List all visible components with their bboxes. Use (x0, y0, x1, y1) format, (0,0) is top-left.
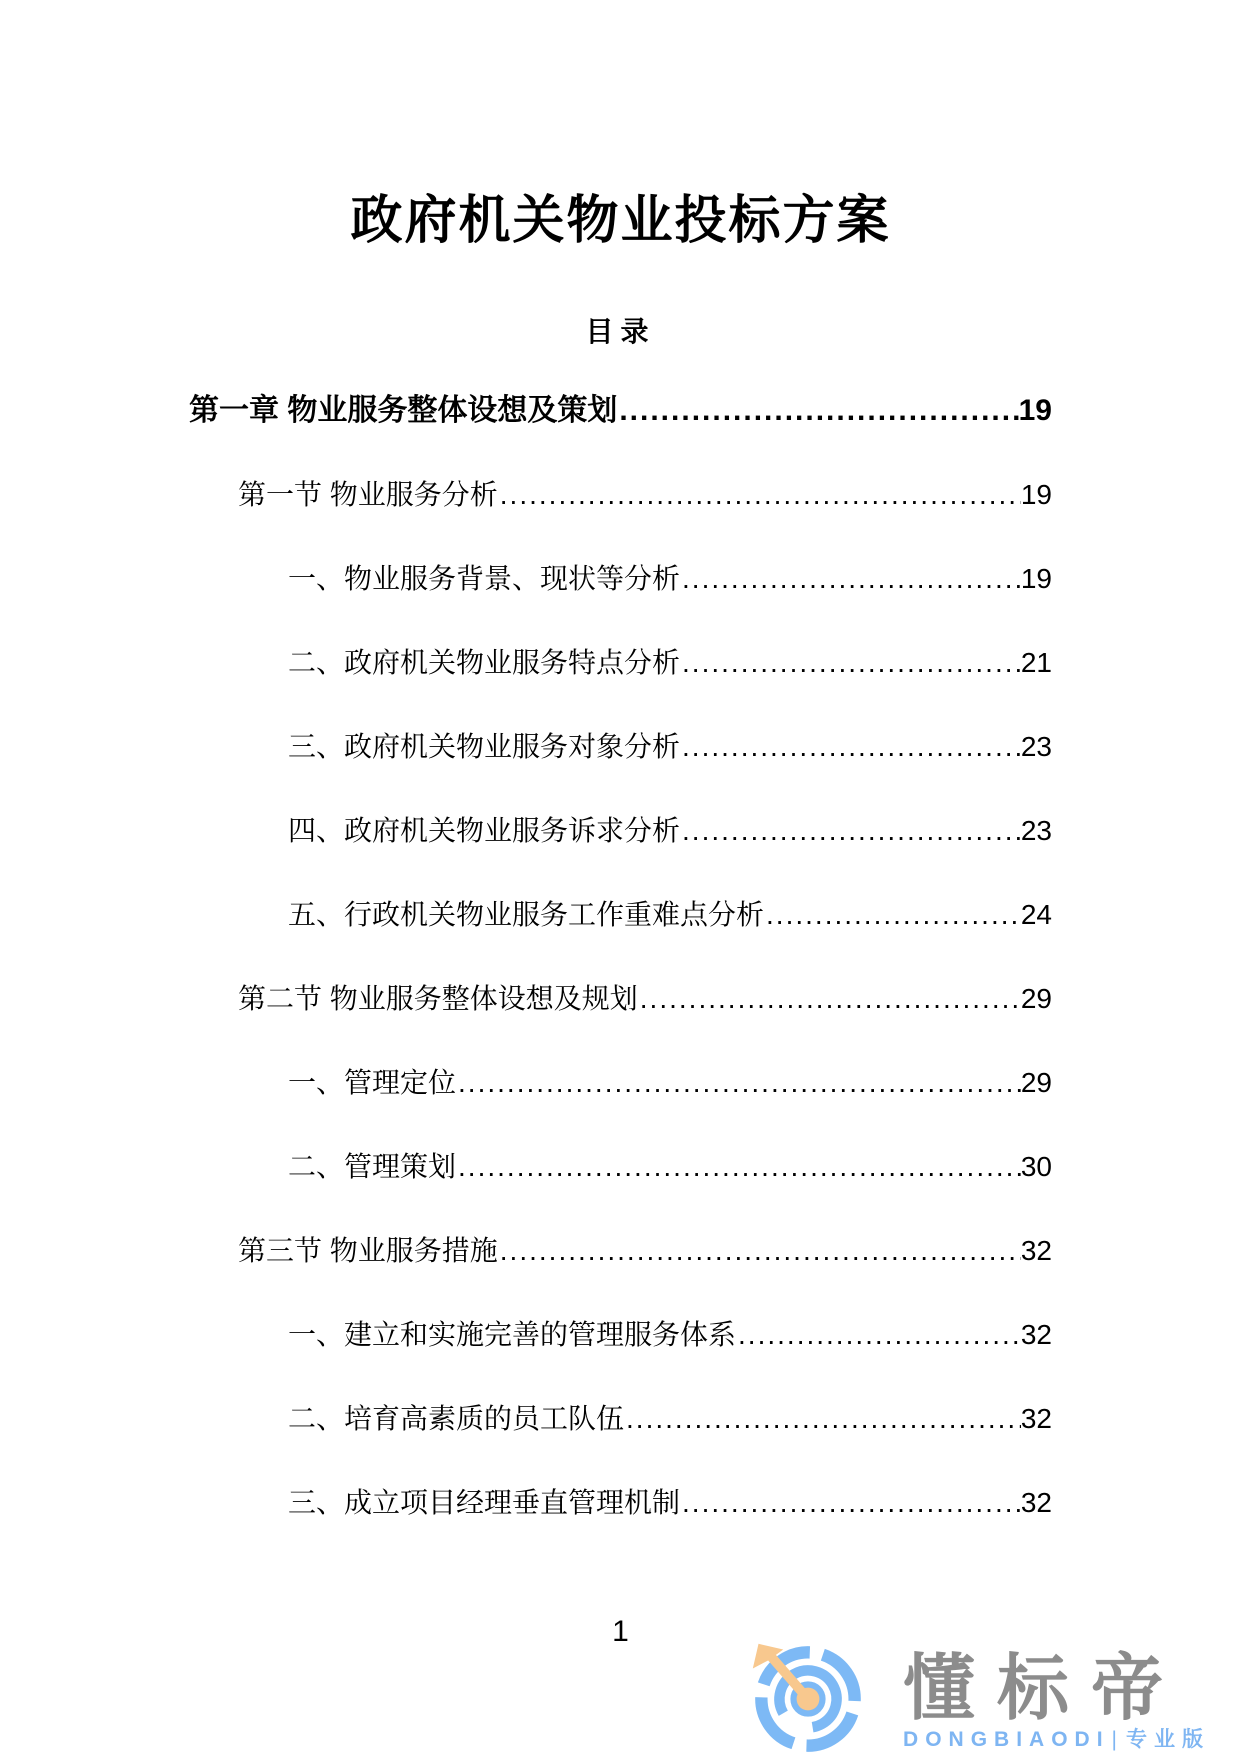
toc-entry[interactable] (189, 1041, 1052, 1125)
toc-entry-page: 19 (1020, 563, 1052, 594)
toc-leader-dots (500, 453, 1021, 537)
toc-entry-page: 19 (1018, 394, 1052, 427)
toc-entry[interactable] (189, 621, 1052, 705)
toc-entry-page: 21 (1020, 647, 1052, 678)
toc-entry-page: 29 (1020, 1067, 1052, 1098)
toc-entry-page: 29 (1020, 983, 1052, 1014)
brand-wordmark (903, 1649, 1210, 1752)
brand-subline (903, 1728, 1210, 1752)
toc-entry-page: 23 (1020, 815, 1052, 846)
toc-leader-dots (682, 705, 1021, 789)
page-number: 1 (612, 1615, 629, 1648)
toc-leader-dots (682, 537, 1021, 621)
toc-leader-dots (619, 369, 1018, 453)
toc-entry-label: 五、行政机关物业服务工作重难点分析 (288, 899, 765, 930)
toc-entry-label: 二、政府机关物业服务特点分析 (288, 647, 681, 678)
toc-leader-dots (458, 1041, 1021, 1125)
target-arrow-icon (749, 1640, 867, 1754)
toc-entry-label: 三、成立项目经理垂直管理机制 (288, 1487, 681, 1518)
toc-entry[interactable] (189, 1293, 1052, 1377)
toc-entry-page: 32 (1020, 1487, 1052, 1518)
toc-leader-dots (766, 873, 1021, 957)
toc-entry[interactable] (189, 1125, 1052, 1209)
toc-entry-page: 32 (1020, 1403, 1052, 1434)
brand-watermark (749, 1640, 1210, 1754)
toc-entry-page: 23 (1020, 731, 1052, 762)
toc-entry-label: 一、物业服务背景、现状等分析 (288, 563, 681, 594)
toc-entry[interactable] (189, 789, 1052, 873)
toc-leader-dots (738, 1293, 1021, 1377)
toc-leader-dots (682, 1461, 1021, 1545)
toc-entry-page: 32 (1020, 1319, 1052, 1350)
toc-entry[interactable] (189, 453, 1052, 537)
brand-edition: 专业版 (1126, 1728, 1210, 1751)
toc-entry-label: 第一章 物业服务整体设想及策划 (189, 394, 618, 427)
toc-leader-dots (682, 789, 1021, 873)
brand-name-cn: 懂标帝 (903, 1649, 1186, 1729)
toc-leader-dots (626, 1377, 1021, 1461)
toc-entry[interactable] (189, 1209, 1052, 1293)
toc-heading: 目录 (585, 316, 656, 347)
toc-entry-label: 第一节 物业服务分析 (238, 479, 498, 510)
toc-list (189, 369, 1052, 1545)
toc-entry-label: 三、政府机关物业服务对象分析 (288, 731, 681, 762)
toc-entry-label: 第二节 物业服务整体设想及规划 (238, 983, 638, 1014)
toc-entry[interactable] (189, 957, 1052, 1041)
toc-leader-dots (500, 1209, 1021, 1293)
toc-entry-page: 19 (1020, 479, 1052, 510)
toc-entry[interactable] (189, 537, 1052, 621)
toc-entry-label: 一、建立和实施完善的管理服务体系 (288, 1319, 737, 1350)
brand-name-en: DONGBIAODI (903, 1728, 1110, 1751)
toc-entry-page: 24 (1020, 899, 1052, 930)
toc-entry-label: 二、培育高素质的员工队伍 (288, 1403, 625, 1434)
toc-leader-dots (682, 621, 1021, 705)
toc-leader-dots (640, 957, 1021, 1041)
toc-entry-page: 30 (1020, 1151, 1052, 1182)
toc-entry-label: 二、管理策划 (288, 1151, 457, 1182)
toc-entry[interactable] (189, 1377, 1052, 1461)
toc-entry-label: 第三节 物业服务措施 (238, 1235, 498, 1266)
toc-leader-dots (458, 1125, 1021, 1209)
document-title: 政府机关物业投标方案 (350, 192, 891, 250)
toc-entry[interactable] (189, 1461, 1052, 1545)
toc-entry[interactable] (189, 873, 1052, 957)
toc-entry-page: 32 (1020, 1235, 1052, 1266)
toc-entry[interactable] (189, 369, 1052, 453)
toc-entry-label: 四、政府机关物业服务诉求分析 (288, 815, 681, 846)
brand-divider: | (1111, 1728, 1124, 1751)
toc-entry-label: 一、管理定位 (288, 1067, 457, 1098)
toc-entry[interactable] (189, 705, 1052, 789)
